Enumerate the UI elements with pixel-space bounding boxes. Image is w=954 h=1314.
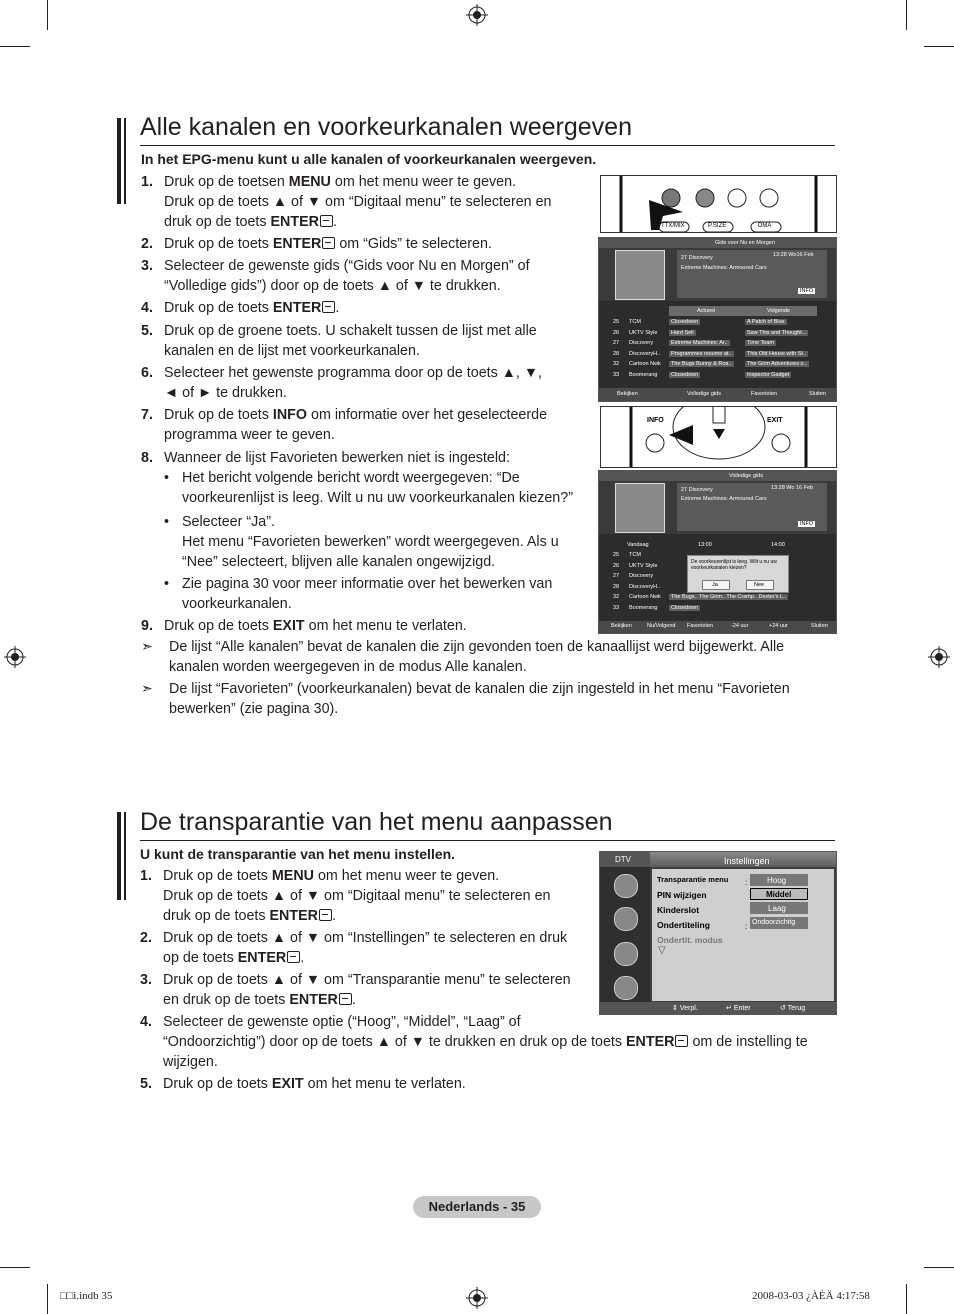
step-text-block: [163, 928, 567, 968]
crop-mark: [924, 46, 954, 47]
step-line: [163, 1012, 808, 1032]
key-enter: ENTER: [272, 236, 322, 252]
table-cell: Discovery: [629, 340, 654, 347]
key-enter: ENTER: [289, 992, 338, 1008]
step-line: [163, 948, 567, 968]
step-line: [164, 448, 510, 468]
step-line: [164, 321, 537, 341]
crop-mark: [0, 46, 30, 47]
col-now: Actueel: [697, 308, 716, 314]
step-line: [164, 172, 552, 192]
step-number: 7.: [141, 407, 153, 423]
step-text: .: [300, 950, 305, 966]
step-text: Druk op de groene toets. U schakelt tussen de lijst met alle: [164, 323, 537, 339]
registration-mark-icon: [4, 646, 26, 668]
gear-icon: [614, 942, 638, 966]
step-text: Selecteer de gewenste gids (“Gids voor Nu en Morgen” of: [164, 258, 530, 274]
step-text: kanalen en de lijst met voorkeurkanalen.: [164, 343, 420, 359]
bullet-text: [182, 512, 559, 572]
preview-image: [615, 483, 665, 533]
step-text-block: [164, 256, 530, 296]
table-cell: Time Team: [747, 340, 774, 347]
note-text: [169, 637, 784, 677]
step-text: Druk op de toetsen: [164, 174, 289, 190]
option-label: Middel: [766, 890, 792, 899]
step-text: om de instelling te: [688, 1034, 808, 1050]
step-number: 5.: [141, 323, 153, 339]
satellite-icon: [614, 907, 638, 931]
step-text: Druk op de toets: [163, 1076, 272, 1092]
table-cell: This Old House with St..: [747, 350, 806, 357]
section-bar: [117, 118, 121, 204]
step-text: wijzigen.: [163, 1054, 218, 1070]
note-line: De lijst “Alle kanalen” bevat de kanalen die zijn gevonden toen de kanaallijst werd bijgewerkt. Alle: [169, 639, 785, 655]
key-enter: ENTER: [272, 300, 322, 316]
footer-favorites: Favorieten: [687, 623, 713, 629]
step-text: .: [351, 992, 356, 1008]
footer-plus24: +24 uur: [769, 623, 788, 629]
step-number: 1.: [141, 174, 153, 190]
footer-back-label: Terug: [787, 1005, 806, 1012]
table-cell: Discovery: [629, 573, 654, 580]
crop-mark: [924, 1267, 954, 1268]
colon: :: [745, 922, 748, 931]
table-cell: Boomerang: [629, 372, 658, 378]
step-line: [164, 341, 537, 361]
step-text: Druk op de toets: [163, 868, 272, 884]
step-number: 1.: [140, 868, 152, 884]
step-text: programma weer te geven.: [164, 427, 335, 443]
step-text-block: [163, 1012, 808, 1072]
bullet-line: voorkeurenlijst is leeg. Wilt u nu uw voorkeurkanalen kiezen?”: [182, 490, 573, 506]
table-cell: 28: [613, 583, 620, 590]
enter-icon: [287, 951, 300, 963]
table-cell: Closedown: [671, 319, 699, 325]
enter-icon: [322, 237, 335, 249]
table-cell: DiscoveryH..: [629, 350, 661, 357]
epg-program: Extreme Machines: Armoured Cars: [681, 496, 767, 502]
table-cell: The Bugs Bunny & Roa..: [671, 361, 732, 368]
step-text: om het menu weer te geven.: [330, 174, 517, 190]
step-text: Wanneer de lijst Favorieten bewerken niet is ingesteld:: [164, 450, 510, 466]
dtv-label: DTV: [615, 855, 631, 864]
footer-enter: ↵ Enter: [726, 1005, 751, 1012]
disc-icon: [614, 976, 638, 1000]
step-text: Druk op de toets: [164, 407, 273, 423]
no-label: Nee: [754, 582, 765, 588]
section-rule: [140, 145, 835, 146]
option-middel[interactable]: [750, 888, 808, 900]
key-enter: ENTER: [626, 1034, 675, 1050]
step-text: Selecteer het gewenste programma door op de toets ▲, ▼,: [164, 365, 542, 381]
bullet-text: [182, 574, 552, 614]
imprint-file: □□i.indb 35: [60, 1290, 113, 1302]
page-number: Nederlands - 35: [413, 1196, 541, 1218]
step-text: om “Gids” te selecteren.: [335, 236, 492, 252]
step-line: [164, 276, 530, 296]
crop-mark: [47, 0, 48, 30]
step-text: en druk op de toets: [163, 992, 290, 1008]
step-text-block: [164, 321, 537, 361]
info-badge: INFO: [800, 288, 814, 294]
note-arrow-icon: ➣: [141, 680, 153, 696]
step-text-block: [164, 234, 492, 254]
key-enter: ENTER: [269, 908, 318, 924]
table-cell: Cartoon Nwk: [629, 594, 661, 601]
step-text: .: [335, 300, 340, 316]
footer-move: ⇕ Verpl.: [672, 1005, 698, 1012]
table-row[interactable]: [613, 593, 818, 603]
table-row[interactable]: [613, 339, 818, 349]
table-row[interactable]: [613, 360, 818, 370]
footer-close: Sluiten: [811, 623, 828, 629]
step-text-block: [163, 1074, 466, 1094]
note-text: [169, 679, 790, 719]
bullet-dot: •: [164, 470, 170, 486]
settings-item[interactable]: Transparantie menu: [657, 875, 729, 884]
remote-control-image: [600, 175, 837, 233]
info-button-label: INFO: [647, 417, 664, 424]
step-line: [164, 256, 530, 276]
step-line: [164, 383, 542, 403]
section-bar: [124, 812, 126, 900]
bullet-line: “Nee” selecteert, blijven alle kanalen ongewijzigd.: [182, 554, 496, 570]
enter-icon: [320, 215, 333, 227]
col-day: Vandaag: [627, 542, 649, 548]
table-cell: The Bugs.. The Grim.. The Cramp.. Dexter's L..: [671, 594, 787, 601]
step-text: Druk op de toets ▲ of ▼ om “Instellingen” te selecteren en druk: [163, 930, 568, 946]
section-title: Alle kanalen en voorkeurkanalen weergeven: [140, 113, 632, 141]
option-laag[interactable]: [750, 902, 808, 914]
epg-time: 13:28 Wo16 Feb: [773, 252, 814, 258]
step-number: 8.: [141, 450, 153, 466]
section-title: De transparantie van het menu aanpassen: [140, 808, 613, 836]
enter-icon: [322, 301, 335, 313]
settings-item[interactable]: Ondertit. modus: [657, 935, 723, 945]
table-cell: UKTV Style: [629, 562, 658, 569]
table-row[interactable]: [613, 371, 818, 381]
table-cell: 32: [613, 594, 620, 601]
step-line: [164, 405, 547, 425]
footer-close: Sluiten: [809, 391, 826, 397]
step-text: om het menu weer te geven.: [313, 868, 500, 884]
table-cell: 26: [613, 329, 620, 336]
psize-label: P.SIZE: [708, 223, 727, 229]
epg-channel: 27 Discovery: [681, 255, 713, 261]
key-menu: MENU: [271, 868, 314, 884]
table-cell: 27: [613, 340, 620, 347]
table-cell: DiscoveryH..: [629, 583, 661, 590]
section-rule: [140, 840, 835, 841]
crop-mark: [906, 1284, 907, 1314]
footer-back: ↺ Terug: [780, 1005, 806, 1012]
yes-button[interactable]: [702, 580, 730, 590]
table-cell: A Patch of Blue: [747, 319, 785, 325]
settings-item[interactable]: PIN wijzigen: [657, 890, 707, 900]
note-line: bewerken” (zie pagina 30).: [169, 701, 339, 717]
key-exit: EXIT: [272, 618, 305, 634]
table-cell: 33: [613, 372, 620, 378]
step-text: om het menu te verlaten.: [303, 1076, 466, 1092]
epg-screen-now-next: [598, 237, 837, 402]
epg-screen-full-guide: [598, 470, 837, 634]
step-text: Selecteer de gewenste optie (“Hoog”, “Middel”, “Laag” of: [163, 1014, 521, 1030]
bullet-dot: •: [164, 576, 170, 592]
section-intro: U kunt de transparantie van het menu instellen.: [140, 846, 456, 862]
step-text-block: [164, 172, 552, 232]
step-number: 2.: [141, 236, 153, 252]
table-cell: Hard Sell: [671, 329, 694, 336]
option-label: Hoog: [767, 876, 787, 885]
note-arrow-icon: ➣: [141, 638, 153, 654]
step-text: druk op de toets: [164, 214, 271, 230]
table-row[interactable]: [613, 329, 818, 339]
table-cell: 25: [613, 319, 620, 325]
epg-header: Gids voor Nu en Morgen: [715, 240, 775, 246]
step-number: 2.: [140, 930, 152, 946]
step-line: [163, 906, 551, 926]
table-cell: 32: [613, 361, 620, 368]
info-badge: INFO: [800, 521, 814, 527]
setup-icon: [614, 874, 638, 898]
step-text: Druk op de toets: [164, 618, 273, 634]
table-cell: 33: [613, 605, 620, 611]
key-menu: MENU: [288, 174, 331, 190]
col-time-2: 14:00: [771, 542, 785, 548]
table-cell: UKTV Style: [629, 329, 658, 336]
key-info: INFO: [272, 407, 308, 423]
footer-enter-label: Enter: [733, 1005, 751, 1012]
colon: :: [745, 878, 748, 887]
step-text-block: [164, 298, 339, 318]
note-line: De lijst “Favorieten” (voorkeurkanalen) bevat de kanalen die zijn ingesteld in het menu “Favorieten: [169, 681, 790, 697]
bullet-line: Zie pagina 30 voor meer informatie over het bewerken van: [182, 576, 553, 592]
table-cell: TCM: [629, 319, 641, 325]
step-line: [164, 425, 547, 445]
scroll-down-icon: ▽: [658, 945, 666, 956]
settings-item[interactable]: Kinderslot: [657, 905, 700, 915]
table-cell: Boomerang: [629, 605, 658, 611]
footer-move-label: Verpl.: [679, 1005, 698, 1012]
table-cell: Programmes resume at..: [671, 350, 732, 357]
table-cell: The Grim Adventures o..: [747, 361, 807, 368]
option-ondoorzichtig[interactable]: [750, 917, 808, 929]
step-line: [163, 928, 567, 948]
step-line: [163, 970, 571, 990]
step-number: 3.: [141, 258, 153, 274]
bullet-line: Het bericht volgende bericht wordt weergegeven: “De: [182, 470, 520, 486]
step-text: Druk op de toets: [164, 236, 273, 252]
footer-watch: Bekijken: [611, 623, 632, 629]
step-line: [163, 866, 551, 886]
step-number: 5.: [140, 1076, 152, 1092]
step-text-block: [163, 970, 571, 1010]
step-text: Druk op de toets ▲ of ▼ om “Digitaal menu” te selecteren en: [163, 888, 551, 904]
yes-label: Ja: [712, 582, 718, 588]
table-cell: Cartoon Nwk: [629, 361, 661, 368]
step-text: “Volledige gids”) door op de toets ▲ of ▼ te drukken.: [164, 278, 501, 294]
crop-mark: [47, 1284, 48, 1314]
step-line: [164, 616, 467, 636]
crop-mark: [906, 0, 907, 30]
table-cell: Closedown: [671, 372, 699, 378]
step-line: [164, 192, 552, 212]
dma-label: DMA: [758, 223, 772, 229]
epg-header: Volledige gids: [729, 473, 763, 479]
step-text: “Ondoorzichtig”) door op de toets ▲ of ▼ te drukken en druk op de toets: [163, 1034, 627, 1050]
footer-full-guide: Volledige gids: [687, 391, 721, 397]
registration-mark-icon: [466, 4, 488, 26]
enter-icon: [319, 909, 332, 921]
step-text-block: [164, 363, 542, 403]
step-text: Druk op de toets ▲ of ▼ om “Digitaal menu” te selecteren en: [164, 194, 552, 210]
step-text: Druk op de toets ▲ of ▼ om “Transparantie menu” te selecteren: [163, 972, 571, 988]
step-line: [163, 990, 571, 1010]
table-cell: 27: [613, 573, 620, 580]
crop-mark: [0, 1267, 30, 1268]
key-exit: EXIT: [271, 1076, 304, 1092]
bullet-dot: •: [164, 514, 170, 530]
step-number: 6.: [141, 365, 153, 381]
step-text-block: [164, 616, 467, 636]
step-text-block: [164, 405, 547, 445]
step-text: druk op de toets: [163, 908, 270, 924]
no-button[interactable]: [746, 580, 774, 590]
dialog-message: De voorkeurenlijst is leeg. Wilt u nu uw voorkeurkanalen kiezen?: [691, 559, 777, 571]
key-enter: ENTER: [237, 950, 287, 966]
epg-time: 13:28 Wo 16 Feb: [771, 485, 814, 491]
imprint-date: 2008-03-03 ¿ÀÈÄ 4:17:58: [752, 1290, 870, 1302]
table-cell: Saw This and Thought...: [747, 329, 807, 336]
footer-minus24: -24 uur: [731, 623, 749, 629]
epg-channel: 27 Discovery: [681, 487, 713, 493]
table-cell: 25: [613, 552, 620, 558]
confirm-dialog: [687, 555, 789, 593]
enter-icon: [339, 993, 352, 1005]
preview-image: [615, 250, 665, 300]
table-cell: Closedown: [671, 605, 699, 611]
exit-button-label: EXIT: [767, 417, 783, 424]
step-number: 4.: [140, 1014, 152, 1030]
table-cell: 28: [613, 350, 620, 357]
table-row[interactable]: [613, 350, 818, 360]
table-cell: 26: [613, 562, 620, 569]
step-line: [163, 1052, 808, 1072]
step-number: 4.: [141, 300, 153, 316]
registration-mark-icon: [928, 646, 950, 668]
settings-screen: [599, 851, 837, 1015]
step-text: ◄ of ► te drukken.: [164, 385, 287, 401]
epg-program: Extreme Machines: Armoured Cars: [681, 265, 767, 271]
table-cell: TCM: [629, 552, 641, 558]
step-line: [164, 212, 552, 232]
step-line: [164, 363, 542, 383]
option-label: Ondoorzichtig: [752, 919, 796, 926]
option-label: Laag: [768, 904, 786, 913]
table-cell: Inspector Gadget: [747, 372, 790, 378]
note-line: kanalen worden weergegeven in de modus Alle kanalen.: [169, 659, 527, 675]
option-hoog[interactable]: [750, 874, 808, 886]
col-next: Volgende: [767, 308, 790, 314]
step-line: [163, 1032, 808, 1052]
footer-now-next: Nu/Volgend: [647, 623, 676, 629]
settings-header: Instellingen: [724, 856, 770, 866]
step-text: om het menu te verlaten.: [304, 618, 467, 634]
step-number: 9.: [141, 618, 153, 634]
table-row[interactable]: [613, 604, 818, 614]
section-bar: [117, 812, 121, 900]
step-line: [163, 886, 551, 906]
bullet-line: Selecteer “Ja”.: [182, 514, 275, 530]
bullet-line: voorkeurkanalen.: [182, 596, 292, 612]
col-time-1: 13:00: [698, 542, 712, 548]
footer-favorites: Favorieten: [751, 391, 777, 397]
step-text: om informatie over het geselecteerde: [307, 407, 548, 423]
step-text-block: [164, 448, 510, 468]
table-row[interactable]: [613, 318, 818, 328]
section-intro: In het EPG-menu kunt u alle kanalen of voorkeurkanalen weergeven.: [141, 151, 597, 167]
remote-control-image: [600, 406, 837, 468]
step-line: [163, 1074, 466, 1094]
key-enter: ENTER: [270, 214, 319, 230]
step-text: .: [332, 214, 337, 230]
footer-watch: Bekijken: [617, 391, 638, 397]
step-text: .: [331, 908, 336, 924]
bullet-line: Het menu “Favorieten bewerken” wordt weergegeven. Als u: [182, 534, 559, 550]
step-text: op de toets: [163, 950, 238, 966]
step-text-block: [163, 866, 551, 926]
bullet-text: [182, 468, 573, 508]
step-line: [164, 234, 492, 254]
settings-item[interactable]: Ondertiteling: [657, 920, 710, 930]
step-text: Druk op de toets: [164, 300, 273, 316]
step-line: [164, 298, 339, 318]
ttx-mix-label: TTX/MIX: [661, 223, 685, 229]
section-bar: [124, 118, 126, 204]
table-cell: Extreme Machines: Ar..: [671, 340, 728, 347]
enter-icon: [675, 1035, 688, 1047]
registration-mark-icon: [466, 1287, 488, 1309]
step-number: 3.: [140, 972, 152, 988]
